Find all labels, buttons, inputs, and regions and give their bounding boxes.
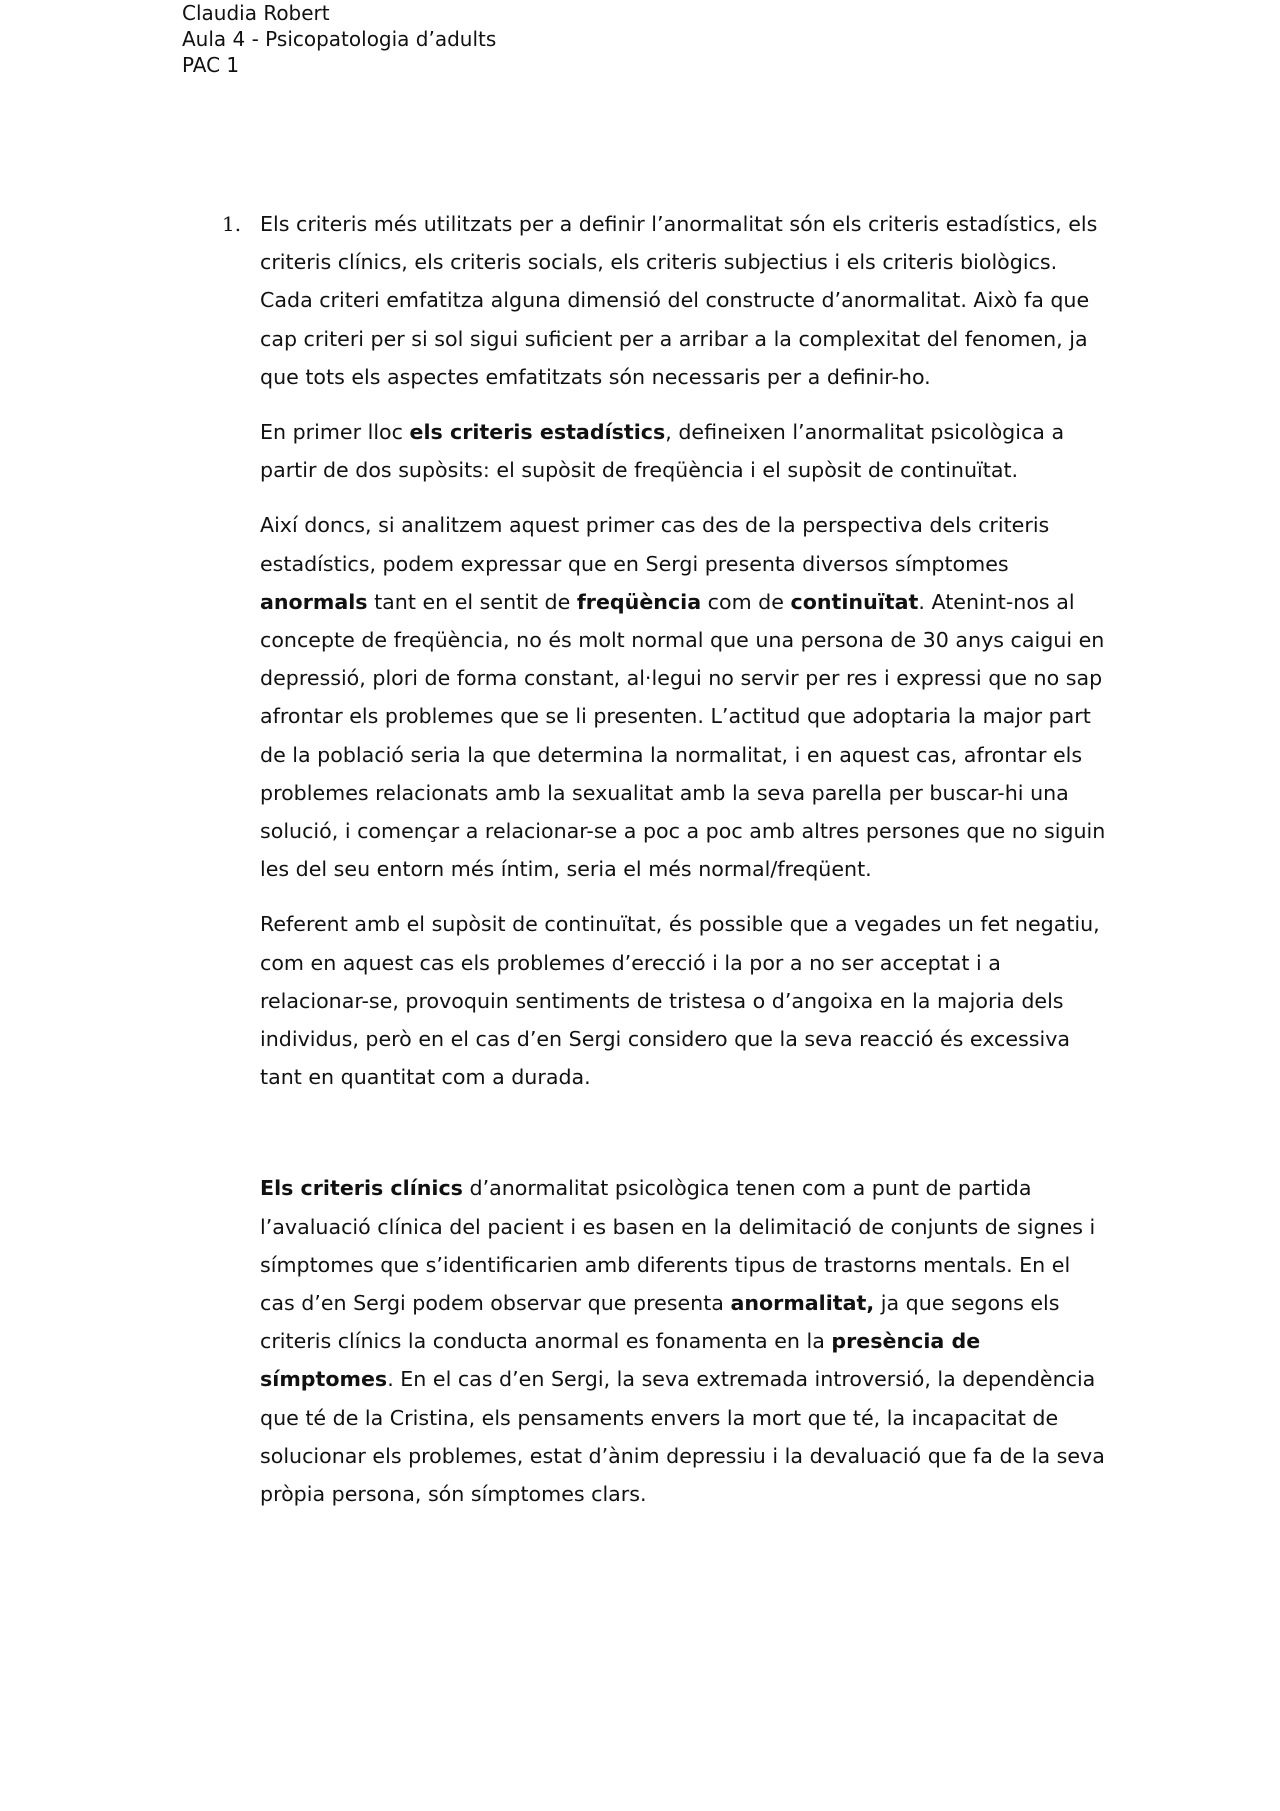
paragraph-intro-text: Els criteris més utilitzats per a definir l’anormalitat són els criteris estadístics, els criteris clínics, els criteris socials, els criteris subjectius i els criteris biològics. Cada criteri emfatitza alguna dimensió del constructe d’anormalitat. Això fa que cap criteri per si sol sigui suficient per a arribar a la complexitat del fenomen, ja que tots els aspectes emfatitzats són necessaris per a definir-ho.	[260, 212, 1098, 389]
bold-term: freqüència	[576, 589, 702, 614]
paragraph-continuity	[260, 905, 1110, 1096]
text-run: , defineixen l’anormalitat psicològica a partir de dos supòsits: el supòsit de freqüència i el supòsit de continuïtat.	[260, 420, 1065, 483]
text-run: d’anormalitat psicològica tenen com a punt de partida l’avaluació clínica del pacient i es basen en la delimitació de conjunts de signes i símptomes que s’identificarien amb diferents tipus de trastorns mentals. En el cas d’en Sergi podem observar que presenta	[260, 1176, 1096, 1316]
bold-term: Els criteris clínics	[260, 1176, 463, 1201]
paragraph-statistical-criteria	[260, 413, 1110, 489]
text-run: En primer lloc	[260, 420, 410, 445]
paragraph-clinical-criteria	[260, 1169, 1110, 1513]
text-run: . En el cas d’en Sergi, la seva extremada introversió, la dependència que té de la Cristina, els pensaments envers la mort que té, la incapacitat de solucionar els problemes, estat d’ànim depressiu i la devaluació que fa de la seva pròpia persona, són símptomes clars.	[260, 1367, 1105, 1507]
text-run: tant en el sentit de	[367, 589, 577, 614]
document-body	[222, 205, 1110, 1530]
text-run: ja que segons els criteris clínics la conducta anormal es fonamenta en la	[260, 1291, 1060, 1354]
paragraph-intro	[222, 205, 1110, 396]
text-run: Així doncs, si analitzem aquest primer cas des de la perspectiva dels criteris estadístics, podem expressar que en Sergi presenta diversos símptomes	[260, 513, 1050, 576]
list-number: 1.	[222, 212, 242, 236]
bold-term: presència de símptomes	[260, 1329, 981, 1392]
text-run: Referent amb el supòsit de continuïtat, és possible que a vegades un fet negatiu, com en aquest cas els problemes d’erecció i la por a no ser acceptat i a relacionar-se, provoquin sentiments de tristesa o d’angoixa en la majoria dels individus, però en el cas d’en Sergi considero que la seva reacció és excessiva tant en quantitat com a durada.	[260, 912, 1100, 1090]
document-header	[182, 0, 496, 78]
author-name: Claudia Robert	[182, 1, 330, 25]
spacer	[260, 1113, 1110, 1169]
paragraph-frequency-analysis	[260, 506, 1110, 888]
text-run: . Atenint-nos al concepte de freqüència, no és molt normal que una persona de 30 anys caigui en depressió, plori de forma constant, al·legui no servir per res i expressi que no sap afrontar els problemes que se li presenten. L’actitud que adoptaria la major part de la població seria la que determina la normalitat, i en aquest cas, afrontar els problemes relacionats amb la sexualitat amb la seva parella per buscar-hi una solució, i començar a relacionar-se a poc a poc amb altres persones que no siguin les del seu entorn més íntim, seria el més normal/freqüent.	[260, 589, 1106, 882]
text-run: com de	[701, 589, 791, 614]
assignment-name: PAC 1	[182, 53, 240, 77]
bold-term: continuïtat	[790, 589, 919, 614]
course-name: Aula 4 - Psicopatologia d’adults	[182, 27, 497, 51]
bold-term: els criteris estadístics	[409, 420, 666, 445]
bold-term: anormalitat,	[730, 1291, 875, 1316]
bold-term: anormals	[260, 589, 368, 614]
